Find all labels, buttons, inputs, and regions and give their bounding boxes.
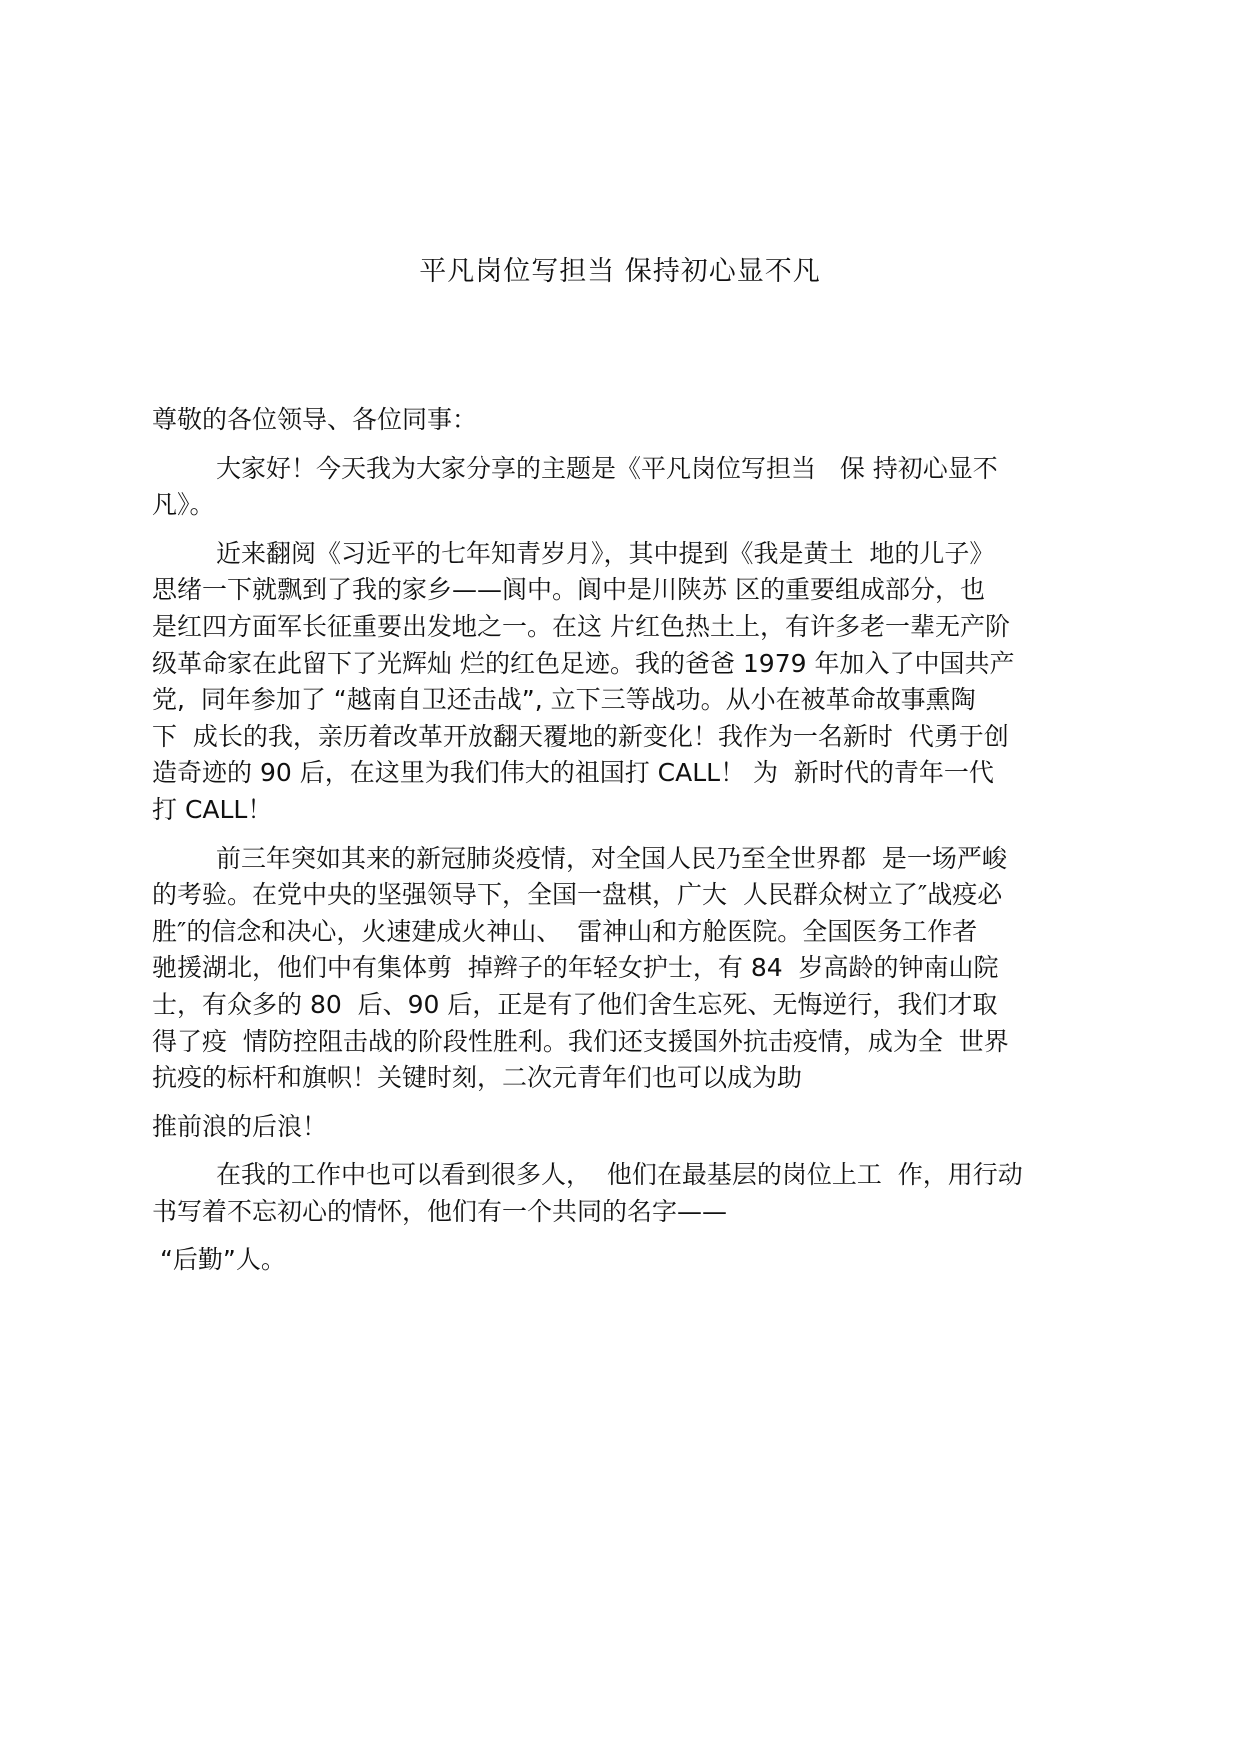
paragraph-line: 士，有众多的 80 后、90 后，正是有了他们舍生忘死、无悔逆行，我们才取 bbox=[152, 989, 998, 1019]
paragraph-logistics bbox=[152, 1242, 1082, 1279]
document-body bbox=[152, 402, 1082, 1279]
paragraph-hometown bbox=[152, 536, 1082, 829]
paragraph-line: 胜″的信念和决心，火速建成火神山、 雷神山和方舱医院。全国医务工作者 bbox=[152, 916, 978, 946]
paragraph-line: 书写着不忘初心的情怀，他们有一个共同的名字—— bbox=[152, 1196, 728, 1226]
paragraph-line: 思绪一下就飘到了我的家乡——阆中。阆中是川陕苏 区的重要组成部分，也 bbox=[152, 575, 985, 605]
paragraph-line: 得了疫 情防控阻击战的阶段性胜利。我们还支援国外抗击疫情，成为全 世界 bbox=[152, 1026, 1009, 1056]
paragraph-gap bbox=[152, 1097, 1082, 1109]
paragraph-greeting bbox=[152, 451, 1082, 524]
paragraph-line: 打 CALL！ bbox=[152, 794, 273, 824]
paragraph-line: 驰援湖北，他们中有集体剪 掉辫子的年轻女护士，有 84 岁高龄的钟南山院 bbox=[152, 953, 999, 983]
paragraph-line: “后勤”人。 bbox=[152, 1245, 286, 1275]
paragraph-line: 的考验。在党中央的坚强领导下，全国一盘棋，广大 人民群众树立了″战疫必 bbox=[152, 880, 1003, 910]
paragraph-line: 造奇迹的 90 后，在这里为我们伟大的祖国打 CALL！ 为 新时代的青年一代 bbox=[152, 758, 994, 788]
paragraph-line: 是红四方面军长征重要出发地之一。在这 片红色热土上，有许多老一辈无产阶 bbox=[152, 611, 1010, 641]
paragraph-line: 凡》。 bbox=[152, 490, 215, 520]
salutation: 尊敬的各位领导、各位同事： bbox=[152, 405, 478, 434]
paragraph-line: 抗疫的标杆和旗帜！关键时刻，二次元青年们也可以成为助 bbox=[152, 1063, 803, 1093]
paragraph-line: 党, 同年参加了 “越南自卫还击战”, 立下三等战功。从小在被革命故事熏陶 bbox=[152, 685, 976, 715]
paragraph-gap bbox=[152, 829, 1082, 841]
paragraph-line: 大家好！今天我为大家分享的主题是《平凡岗位写担当 保 持初心显不 bbox=[216, 453, 998, 483]
paragraph-workplace bbox=[152, 1157, 1082, 1230]
document-title: 平凡岗位写担当 保持初心显不凡 bbox=[419, 256, 821, 287]
paragraph-gap bbox=[152, 439, 1082, 451]
paragraph-line: 下 成长的我，亲历着改革开放翻天覆地的新变化！我作为一名新时 代勇于创 bbox=[152, 721, 1009, 751]
paragraph-gap bbox=[152, 1230, 1082, 1242]
paragraph-line: 在我的工作中也可以看到很多人， 他们在最基层的岗位上工 作，用行动 bbox=[216, 1160, 1023, 1190]
paragraph-line: 推前浪的后浪！ bbox=[152, 1111, 328, 1141]
paragraph-gap bbox=[152, 524, 1082, 536]
paragraph-line: 前三年突如其来的新冠肺炎疫情，对全国人民乃至全世界都 是一场严峻 bbox=[216, 843, 1007, 873]
paragraph-gap bbox=[152, 1145, 1082, 1157]
paragraph-epidemic bbox=[152, 841, 1082, 1097]
paragraph-line: 级革命家在此留下了光辉灿 烂的红色足迹。我的爸爸 1979 年加入了中国共产 bbox=[152, 648, 1015, 678]
paragraph-continuation bbox=[152, 1109, 1082, 1146]
paragraph-line: 近来翻阅《习近平的七年知青岁月》，其中提到《我是黄土 地的儿子》 bbox=[216, 538, 995, 568]
